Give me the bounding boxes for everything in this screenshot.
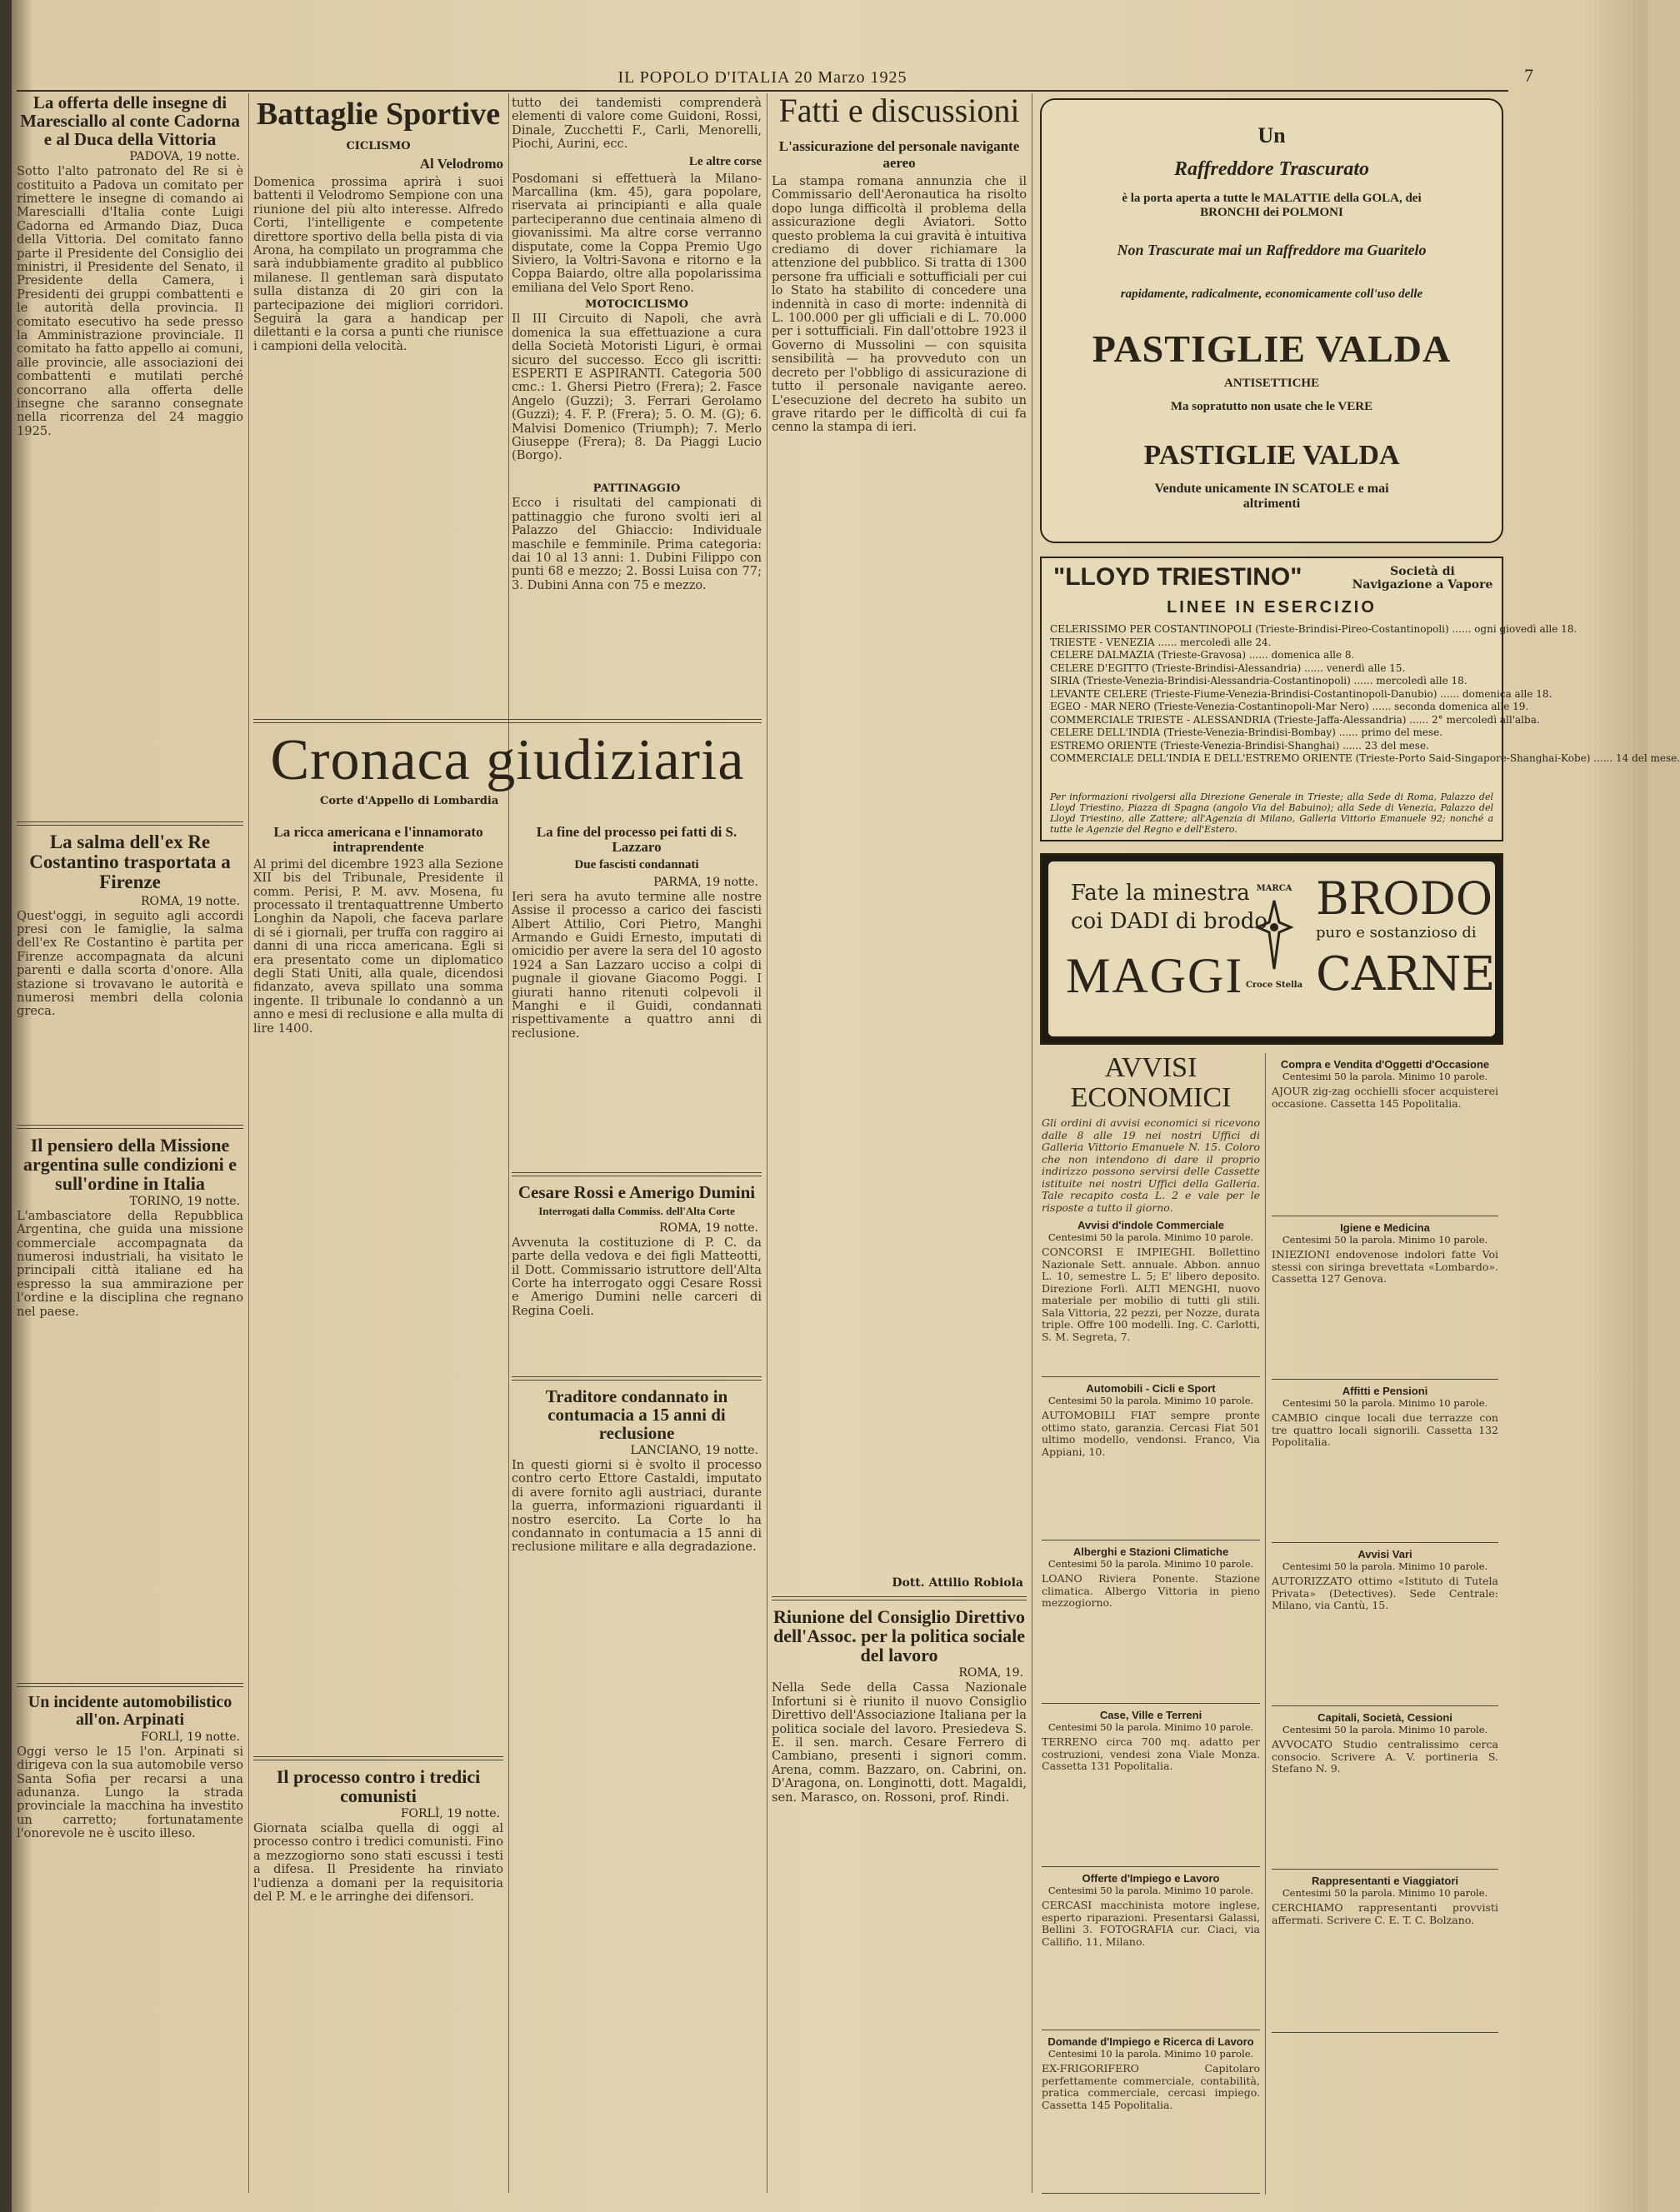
column-rule [1265, 1053, 1266, 2195]
page-number: 7 [1524, 65, 1533, 86]
article-body: Sotto l'alto patronato del Re si è costituito a Padova un comitato per rimettere le insegne di comando ai Marescialli d'Italia conte Luigi Cadorna ed Armando Diaz, Duca della Vittoria. Del comitato fanno parte il Presidente del Consiglio dei ministri, il Presidente del Senato, il Presidente della Camera, i Presidenti dei gruppi combattenti e le autorità della provincia. Il comitato esecutivo ha sede presso la Amministrazione provinciale. Il comitato ha fatto appello ai comuni, alle provincie, alle associazioni dei combattenti e mutilati perché concorrano alla offerta delle insegne che saranno consegnate nella ricorrenza del 24 maggio 1925. [17, 164, 243, 438]
column-1 [17, 93, 243, 2193]
article-body: Quest'oggi, in seguito agli accordi presi con le famiglie, la salma dell'ex Re Costantino è partita per Firenze accompagnata da alcuni parenti e dalla scorta d'onore. Alla stazione si trovavano le autorità e numerosi membri della colonia greca. [17, 908, 243, 1019]
lloyd-route-line: CELERE D'EGITTO (Trieste-Brindisi-Alessandria) ...... venerdì alle 15. [1050, 662, 1406, 674]
dateline: ROMA, 19 notte. [140, 894, 240, 908]
classified-rate: Centesimi 50 la parola. Minimo 10 parole. [1048, 1721, 1254, 1734]
article-headline: Traditore condannato in contumacia a 15 anni di reclusione [545, 1386, 728, 1443]
article-body: Nella Sede della Cassa Nazionale Infortuni si è riunito il nuovo Consiglio Direttivo dell'Associazione Italiana per la politica sociale del lavoro. Presiedeva S. E. il sen. march. Cesare Ferrero di Cambiano, presenti i signori comm. Arena, comm. Bazzaro, on. Cabrini, on. D'Aragona, on. Longinotti, dott. Magaldi, sen. Marasco, on. Rossoni, prof. Rindi. [772, 1680, 1027, 1805]
maggi-frame [1048, 861, 1495, 1036]
classified-rate: Centesimi 50 la parola. Minimo 10 parole. [1048, 1231, 1254, 1244]
ad-text: MARCA [1256, 884, 1292, 893]
classified-heading: Compra e Vendita d'Oggetti d'Occasione [1280, 1058, 1490, 1071]
lloyd-lines [1050, 623, 1680, 766]
ad-text: coi DADI di brodo [1071, 909, 1268, 934]
ad-text: Croce Stella [1245, 981, 1303, 990]
classified-rate: Centesimi 10 la parola. Minimo 10 parole. [1048, 2048, 1254, 2060]
article-body: L'ambasciatore della Repubblica Argentina, che guida una missione commerciale accompagnata da numerosi industriali, ha visitato le principali città italiane ed ha espresso la sua ammirazione per l'ordine e la disciplina che regnano nel paese. [17, 1208, 243, 1319]
article-headline: Riunione del Consiglio Direttivo dell'Assoc. per la politica sociale del lavoro [772, 1606, 1026, 1666]
classified-divider [1272, 1869, 1498, 1870]
classified-divider [1042, 1376, 1260, 1377]
classified-sections [1272, 1058, 1498, 2033]
dateline: ROMA, 19 notte. [658, 1221, 758, 1235]
article-headline: Un incidente automobilistico all'on. Arpinati [28, 1692, 232, 1729]
article-body: Avvenuta la costituzione di P. C. da parte della vedova e dei figli Matteotti, il Dott. Commissario istruttore dell'Alta Corte ha interrogato oggi Cesare Rossi e Amerigo Dumini nelle carceri di Regina Coeli. [512, 1235, 762, 1318]
court-news-headline: Cronaca giudiziaria [270, 728, 745, 792]
article-subheadline: Le altre corse [688, 154, 762, 168]
article-body: Posdomani si effettuerà la Milano-Marcallina (km. 45), gara popolare, riservata ai principianti e alla quale parteciperanno due centinaia almeno di giovanissimi. Ma altre corse verranno disputate, come la Coppa Premio Ugo Siviero, la Voltri-Savona e ritorno e la Coppa Baiardo, oltre alla popolarissima emiliana del Velo Sport Reno. [512, 171, 762, 295]
article-divider [253, 1756, 503, 1760]
banner-rule [253, 719, 762, 723]
dateline: FORLÌ, 19 notte. [400, 1806, 500, 1820]
classified-text: CAMBIO cinque locali due terrazze con tre quattro locali signorili. Cassetta 132 Popolitalia. [1272, 1411, 1498, 1448]
classified-text: CERCHIAMO rappresentanti provvisti affermati. Scrivere C. E. T. C. Bolzano. [1272, 1901, 1498, 1926]
classified-rate: Centesimi 50 la parola. Minimo 10 parole. [1048, 1558, 1254, 1570]
lloyd-route-line: CELERISSIMO PER COSTANTINOPOLI (Trieste-Brindisi-Pireo-Costantinopoli) ...... ogni giovedì alle 18. [1050, 623, 1578, 635]
lloyd-triestino-advertisement [1040, 557, 1680, 841]
article-headline: Il pensiero della Missione argentina sulle condizioni e sull'ordine in Italia [22, 1134, 238, 1194]
classified-text: CERCASI macchinista motore inglese, esperto riparazioni. Presentarsi Galassi, Bellini 3. FOTOGRAFIA cur. Ciaci, via Callifio, 11, Milano. [1042, 1899, 1260, 1948]
article-body: Oggi verso le 15 l'on. Arpinati si dirigeva con la sua automobile verso Santa Sofia per recarsi a una adunanza. Lungo la strada provinciale la macchina ha investito un carretto; fortunatamente l'onorevole ne è uscito illeso. [17, 1744, 243, 1841]
classifieds-right [1272, 1053, 1498, 2195]
article-body: Ieri sera ha avuto termine alle nostre Assise il processo a carico dei fascisti Albert Attilio, Cori Pietro, Manghi Armando e Guidi Ernesto, imputati di omicidio per avere la sera del 10 agosto 1924 a San Lazzaro ucciso a colpi di pugnale il giovane Giacomo Poggi. I giurati hanno ritenuti colpevoli il Manghi e il Guidi, condannati rispettivamente a quattro anni di reclusione. [512, 889, 762, 1041]
article-body: Il III Circuito di Napoli, che avrà domenica la sua effettuazione a cura della Società Motoristi Liguri, è ormai sicuro del successo. Ecco gli iscritti: ESPERTI E ASPIRANTI. Categoria 500 cmc.: 1. Ghersi Pietro (Frera); 2. Fasce Angelo (Guzzi); 3. Ferrari Gerolamo (Guzzi); 4. F. P. (Frera); 5. O. M. (G); 6. Malvisi Domenico (Triumph); 7. Merlo Giuseppe (Frera); 8. Da Piaggi Lucio (Borgo). [512, 312, 762, 463]
classified-divider [1042, 1703, 1260, 1704]
binding-gutter [0, 0, 12, 2212]
classified-divider [1272, 2032, 1498, 2033]
ad-text: Ma sopratutto non usate che le VERE [1170, 400, 1373, 413]
column-4 [772, 93, 1027, 2193]
section-headline: Battaglie Sportive [256, 97, 501, 132]
article-divider [512, 1172, 762, 1176]
classified-heading: Case, Ville e Terreni [1099, 1709, 1202, 1722]
classified-text: CONCORSI E IMPIEGHI. Bollettino Nazionale Sett. annuale. Abbon. annuo L. 10, semestre L. 5; E' libero deposito. Direzione Forlì. ALTI MENGHI, nuovo materiale per mobilio di tutti gli stili. Sala Vittoria, 22 pezzi, per Nozze, durata triple. Offre 100 modelli. Ing. C. Carlotti, S. M. Segreta, 7. [1042, 1246, 1260, 1343]
classified-text: AUTORIZZATO ottimo «Istituto di Tutela Privata» (Detectives). Sede Centrale: Milano, via Cantù, 15. [1272, 1575, 1498, 1611]
classified-heading: Igiene e Medicina [1340, 1221, 1430, 1234]
valda-brand: PASTIGLIE VALDA [1092, 327, 1452, 370]
classified-heading: Avvisi d'indole Commerciale [1077, 1219, 1224, 1232]
ad-text: CARNE [1316, 947, 1496, 1001]
column-2-court [253, 825, 503, 2191]
ad-text: è la porta aperta a tutte le MALATTIE della GOLA, dei BRONCHI dei POLMONI [1122, 192, 1422, 219]
ad-text: ANTISETTICHE [1223, 377, 1320, 390]
article-divider [17, 1125, 243, 1129]
classified-rate: Centesimi 50 la parola. Minimo 10 parole. [1282, 1397, 1488, 1409]
ad-text: rapidamente, radicalmente, economicamente coll'uso delle [1120, 287, 1423, 301]
classified-rate: Centesimi 50 la parola. Minimo 10 parole. [1282, 1234, 1488, 1246]
article-signature: Dott. Attilio Robiola [892, 1576, 1023, 1590]
ad-text: puro e sostanzioso di [1316, 924, 1477, 941]
article-body: Al primi del dicembre 1923 alla Sezione XII bis del Tribunale, Presidente il comm. Perisi, P. M. avv. Mosena, fu processato il trentaquattrenne Umberto Longhin da Napoli, che faceva parlare di sé i giornali, per truffa con raggiro ai danni di una ricca americana. Egli si era presentato come un diplomatico degli Stati Uniti, alla quale, dicendosi fidanzato, aveva spillato una somma ingente. Il tribunale lo condannò a un anno e mesi di reclusione e alla multa di lire 1400. [253, 856, 503, 1036]
classified-text: LOANO Riviera Ponente. Stazione climatica. Albergo Vittoria in pieno mezzogiorno. [1042, 1572, 1260, 1610]
lloyd-route-line: CELERE DELL'INDIA (Trieste-Venezia-Brindisi-Bombay) ...... primo del mese. [1050, 727, 1443, 738]
maggi-brand: MAGGI [1066, 948, 1244, 1003]
classified-text: TERRENO circa 700 mq. adatto per costruzioni, vendesi zona Viale Monza. Cassetta 131 Popolitalia. [1042, 1735, 1260, 1773]
cross-star-icon [1254, 897, 1294, 972]
lloyd-route-line: COMMERCIALE TRIESTE - ALESSANDRIA (Trieste-Jaffa-Alessandria) ...... 2° mercoledì all'alba. [1050, 713, 1540, 726]
article-headline: Il processo contro i tredici comunisti [276, 1765, 481, 1806]
classified-heading: Offerte d'Impiego e Lavoro [1082, 1872, 1220, 1885]
article-subheadline: L'assicurazione del personale navigante aereo [778, 138, 1020, 171]
dateline: PARMA, 19 notte. [653, 875, 758, 889]
lloyd-route-line: CELERE DALMAZIA (Trieste-Gravosa) ...... domenica alle 8. [1050, 649, 1355, 661]
section-label: MOTOCICLISMO [585, 298, 688, 312]
classified-rate: Centesimi 50 la parola. Minimo 10 parole. [1282, 1071, 1488, 1082]
article-body: In questi giorni si è svolto il processo contro certo Ettore Castaldi, imputato di avere fornito agli austriaci, durante la guerra, informazioni riguardanti il nostro esercito. La Corte lo ha condannato in contumacia a 15 anni di reclusione militare e alla degradazione. [512, 1457, 762, 1555]
masthead-title: IL POPOLO D'ITALIA 20 Marzo 1925 [618, 68, 908, 87]
classified-heading: Affitti e Pensioni [1342, 1385, 1428, 1397]
lloyd-route-line: LEVANTE CELERE (Trieste-Fiume-Venezia-Brindisi-Costantinopoli-Danubio) ...... domenica alle 18. [1050, 687, 1552, 700]
article-body: Giornata scialba quella di oggi al processo contro i tredici comunisti. Fino a mezzogiorno sono stati escussi i testi a difesa. Il Presidente ha rinviato l'udienza a domani per la requisitoria del P. M. e le arringhe dei difensori. [253, 1820, 503, 1904]
dateline: LANCIANO, 19 notte. [630, 1443, 758, 1457]
classified-heading: Automobili - Cicli e Sport [1086, 1382, 1216, 1396]
classifieds-intro: Gli ordini di avvisi economici si ricevono dalle 8 alle 19 nei nostri Uffici di Galleria Vittorio Emanuele N. 15. Coloro che non intendono di dare il proprio indirizzo possono servirsi delle Cassette istituite nei nostri Uffici della Galleria. Tale recapito costa L. 2 e vale per le risposte a tutto il giorno. [1042, 1116, 1260, 1214]
article-body: La stampa romana annunzia che il Commissario dell'Aeronautica ha risolto dopo lunga difficoltà il problema della assicurazione degli Aviatori. Sotto questo problema la cui gravità è intuitiva crediamo di dover richiamare la attenzione del pubblico. Si tratta di 1300 persone fra ufficiali e sottufficiali per cui lo Stato ha stabilito di concedere una indennità in caso di morte: indennità di L. 100.000 per gli ufficiali e di L. 70.000 per i sottufficiali. Fin dall'ottobre 1923 il Governo di Mussolini — con squisita sensibilità — ha provveduto con un decreto per l'obbligo di assicurazione di tutto il personale navigante aereo. L'esecuzione del decreto ha subito un grave ritardo per le difficoltà di cui fa cenno la stampa di ieri. [772, 174, 1027, 435]
lloyd-subtitle: LINEE IN ESERCIZIO [1167, 598, 1377, 617]
classified-text: EX-FRIGORIFERO Capitolaro perfettamente commerciale, contabilità, pratica commerciale, cercasi impiego. Cassetta 145 Popolitalia. [1042, 2062, 1260, 2111]
classified-text: AJOUR zig-zag occhielli sfocer acquisterei occasione. Cassetta 145 Popolitalia. [1272, 1085, 1498, 1110]
article-divider [512, 1376, 762, 1381]
article-headline: La salma dell'ex Re Costantino trasportata a Firenze [29, 831, 231, 893]
column-rule [767, 93, 768, 2193]
ad-text: Vendute unicamente IN SCATOLE e mai altrimenti [1154, 482, 1389, 511]
lloyd-company: Società di Navigazione a Vapore [1352, 565, 1493, 592]
article-subheadline: Due fascisti condannati [574, 857, 699, 871]
classified-rate: Centesimi 50 la parola. Minimo 10 parole. [1282, 1887, 1488, 1899]
valda-brand: PASTIGLIE VALDA [1143, 440, 1400, 471]
ad-text: Un [1258, 123, 1286, 147]
classified-heading: Avvisi Vari [1358, 1548, 1412, 1560]
classified-rate: Centesimi 50 la parola. Minimo 10 parole. [1048, 1885, 1254, 1897]
lloyd-footer: Per informazioni rivolgersi alla Direzione Generale in Trieste; alla Sede di Roma, Palazzo del Lloyd Triestino, Piazza di Spagna (angolo Via del Babuino); alla Sede di Venezia, Palazzo del Lloyd Triestino, alle Zattere; all'Agenzia di Milano, Galleria Vittorio Emanuele 92; nonché a tutte le Agenzie del Regno e dell'Estero. [1050, 791, 1493, 835]
article-subheadline: Interrogati dalla Commiss. dell'Alta Corte [538, 1204, 735, 1217]
article-body: Ecco i risultati del campionati di pattinaggio che furono svolti ieri al Palazzo del Ghiaccio: Individuale maschile e femminile. Prima categoria: dai 10 al 13 anni: 1. Dubini Filippo con punti 68 e mezzo; 2. Bossi Luisa con 77; 3. Dubini Anna con 75 e mezzo. [512, 496, 762, 592]
classified-rate: Centesimi 50 la parola. Minimo 10 parole. [1282, 1560, 1488, 1572]
ad-text: Fate la minestra [1071, 881, 1250, 906]
masthead [17, 65, 1533, 92]
classified-divider [1272, 1542, 1498, 1543]
classified-heading: Capitali, Società, Cessioni [1318, 1711, 1452, 1724]
classified-heading: Rappresentanti e Viaggiatori [1311, 1875, 1459, 1887]
ad-text: Non Trascurate mai un Raffreddore ma Guaritelo [1117, 242, 1427, 258]
article-body: tutto dei tandemisti comprenderà elementi di valore come Guidoni, Rossi, Dinale, Zucchetti F., Carli, Menorelli, Piochi, Aurini, ecc. [512, 96, 762, 152]
column-rule [508, 93, 509, 2193]
column-rule [248, 93, 249, 2193]
article-headline: Cesare Rossi e Amerigo Dumini [518, 1181, 756, 1202]
dateline: PADOVA, 19 notte. [129, 150, 240, 164]
ad-text: BRODO [1316, 872, 1493, 925]
valda-advertisement [1040, 98, 1503, 543]
classified-sections [1042, 1219, 1260, 2194]
classified-text: AUTOMOBILI FIAT sempre pronte ottimo stato, garanzia. Cercasi Fiat 501 ultimo modello, vendonsi. Franco, Via Appiani, 10. [1042, 1409, 1260, 1458]
article-headline: La offerta delle insegne di Maresciallo al conte Cadorna e al Duca della Vittoria [20, 92, 240, 150]
classifieds-left [1042, 1053, 1260, 2195]
lloyd-title: "LLOYD TRIESTINO" [1053, 563, 1302, 591]
article-body: Domenica prossima aprirà i suoi battenti il Velodromo Sempione con una riunione del più alto interesse. Alfredo Corti, l'intelligente e competente direttore sportivo della bella pista di via Arona, ha compilato un programma che sarà indubbiamente gradito al pubblico milanese. Il gentleman sarà disputato sulla distanza di 20 giri con la partecipazione dei migliori corridori. Seguirà la gara a handicap per dilettanti e la corsa a punti che riunisce i campioni della velocità. [253, 174, 503, 353]
article-divider [772, 1596, 1027, 1600]
article-headline: La ricca americana e l'innamorato intraprendente [273, 824, 483, 855]
article-divider [17, 1683, 243, 1687]
classified-heading: Domande d'Impiego e Ricerca di Lavoro [1048, 2035, 1254, 2049]
classified-divider [1042, 1866, 1260, 1867]
court-news-banner [253, 712, 762, 821]
classified-divider [1272, 1379, 1498, 1380]
section-label: CICLISMO [346, 139, 411, 152]
dateline: TORINO, 19 notte. [129, 1194, 240, 1208]
dateline: FORLÌ, 19 notte. [140, 1730, 240, 1744]
classified-rate: Centesimi 50 la parola. Minimo 10 parole. [1048, 1395, 1254, 1407]
lloyd-route-line: TRIESTE - VENEZIA ...... mercoledì alle 24. [1050, 636, 1272, 648]
column-3-court [512, 825, 762, 2191]
column-3-sport [512, 93, 762, 710]
classified-text: INIEZIONI endovenose indolori fatte Voi stessi con siringa brevettata «Lombardo». Cassetta 127 Genova. [1272, 1248, 1498, 1285]
classified-divider [1272, 1705, 1498, 1706]
article-subheadline: Al Velodromo [419, 155, 503, 172]
classified-rate: Centesimi 50 la parola. Minimo 10 parole. [1282, 1724, 1488, 1735]
lloyd-route-line: SIRIA (Trieste-Venezia-Brindisi-Alessandria-Costantinopoli) ...... mercoledì alle 18. [1050, 675, 1468, 687]
lloyd-route-line: COMMERCIALE DELL'INDIA E DELL'ESTREMO ORIENTE (Trieste-Porto Said-Singapore-Shanghai-Kobe) ...... 14 del mese. [1050, 752, 1680, 764]
ad-text: Raffreddore Trascurato [1174, 158, 1369, 180]
lloyd-route-line: ESTREMO ORIENTE (Trieste-Venezia-Brindisi-Shanghai) ...... 23 del mese. [1050, 739, 1429, 751]
article-headline: La fine del processo pei fatti di S. Lazzaro [536, 824, 738, 855]
classified-heading: Alberghi e Stazioni Climatiche [1072, 1545, 1229, 1559]
court-name: Corte d'Appello di Lombardia [320, 794, 499, 807]
section-headline: Fatti e discussioni [778, 92, 1020, 129]
section-label: PATTINAGGIO [592, 482, 681, 496]
classifieds-title: AVVISI ECONOMICI [1070, 1052, 1232, 1113]
dateline: ROMA, 19. [958, 1666, 1023, 1680]
classified-text: AVVOCATO Studio centralissimo cerca consocio. Scrivere A. V. portineria S. Stefano N. 9. [1272, 1738, 1498, 1775]
classified-divider [1042, 2193, 1260, 2194]
lloyd-route-line: EGEO - MAR NERO (Trieste-Venezia-Costantinopoli-Mar Nero) ...... seconda domenica alle 19. [1050, 701, 1529, 712]
article-divider [17, 821, 243, 826]
maggi-advertisement [1040, 853, 1503, 1045]
